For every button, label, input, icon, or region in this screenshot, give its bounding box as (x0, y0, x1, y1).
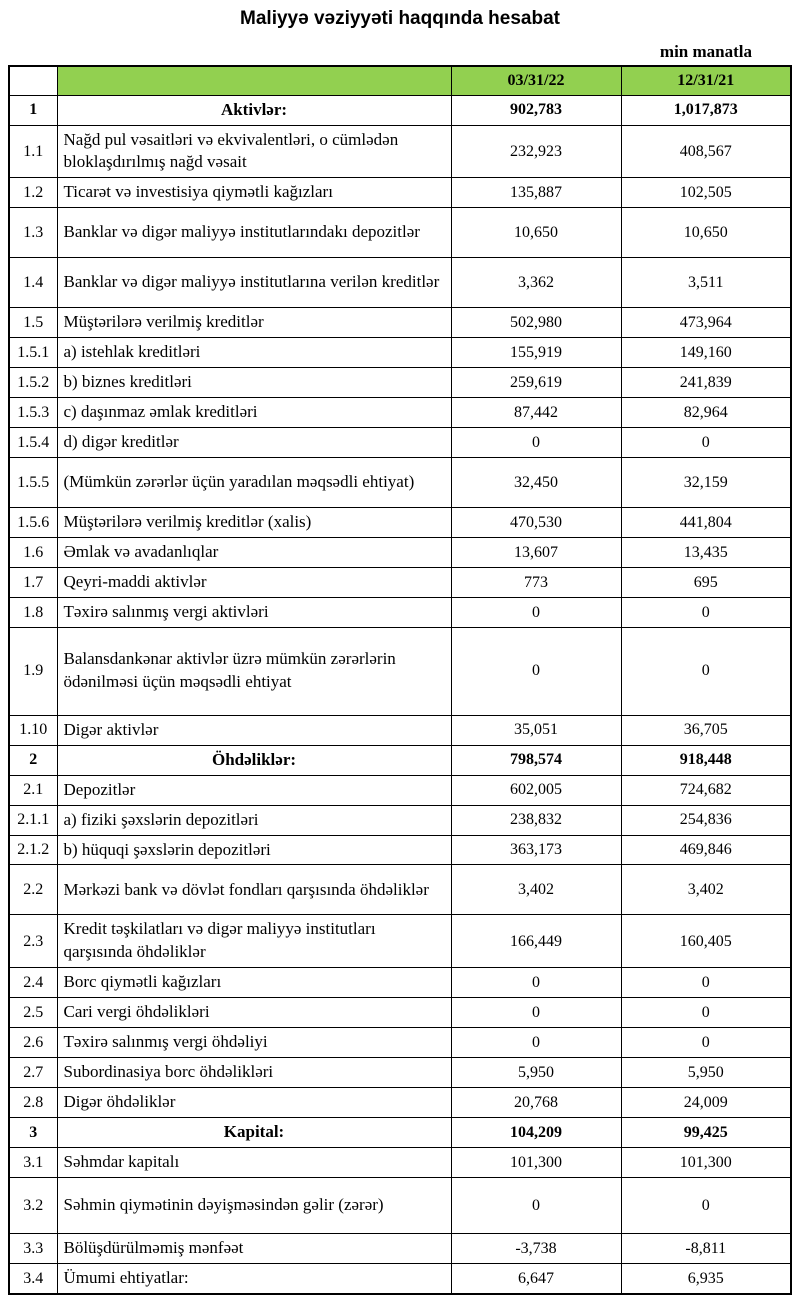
value-col2: 0 (621, 968, 791, 998)
row-number: 1.3 (9, 208, 57, 258)
value-col1: 0 (451, 968, 621, 998)
table-row (9, 537, 791, 567)
row-label: Subordinasiya borc öhdəlikləri (57, 1058, 451, 1088)
table-row (9, 835, 791, 865)
row-label: Ümumi ehtiyatlar: (57, 1263, 451, 1293)
table-row (9, 338, 791, 368)
row-number: 2.1 (9, 775, 57, 805)
table-row (9, 567, 791, 597)
row-label: Digər aktivlər (57, 715, 451, 745)
table-row (9, 258, 791, 308)
row-label: Təxirə salınmış vergi aktivləri (57, 597, 451, 627)
value-col2: 36,705 (621, 715, 791, 745)
row-number: 1.5.1 (9, 338, 57, 368)
row-number: 3.3 (9, 1233, 57, 1263)
row-number: 2.2 (9, 865, 57, 915)
row-label: b) biznes kreditləri (57, 368, 451, 398)
row-label: Mərkəzi bank və dövlət fondları qarşısında öhdəliklər (57, 865, 451, 915)
value-col1: 0 (451, 998, 621, 1028)
row-label: Öhdəliklər: (57, 745, 451, 775)
row-label: Təxirə salınmış vergi öhdəliyi (57, 1028, 451, 1058)
value-col2: 408,567 (621, 125, 791, 178)
value-col2: 102,505 (621, 178, 791, 208)
value-col1: 238,832 (451, 805, 621, 835)
row-number: 3.2 (9, 1177, 57, 1233)
row-number: 1.5.5 (9, 458, 57, 508)
row-label: Digər öhdəliklər (57, 1088, 451, 1118)
financial-position-table (8, 65, 792, 1295)
value-col1: 20,768 (451, 1088, 621, 1118)
value-col2: 32,159 (621, 458, 791, 508)
table-body (9, 95, 791, 1294)
value-col2: 254,836 (621, 805, 791, 835)
row-label: Banklar və digər maliyyə institutlarına verilən kreditlər (57, 258, 451, 308)
value-col1: 10,650 (451, 208, 621, 258)
header-number-cell (9, 66, 57, 95)
value-col2: 0 (621, 998, 791, 1028)
table-row (9, 208, 791, 258)
value-col2: 695 (621, 567, 791, 597)
row-label: (Mümkün zərərlər üçün yaradılan məqsədli ehtiyat) (57, 458, 451, 508)
value-col1: 32,450 (451, 458, 621, 508)
row-label: a) fiziki şəxslərin depozitləri (57, 805, 451, 835)
row-number: 1.5.3 (9, 398, 57, 428)
row-number: 1.5 (9, 308, 57, 338)
value-col2: 6,935 (621, 1263, 791, 1293)
value-col2: 149,160 (621, 338, 791, 368)
value-col2: 724,682 (621, 775, 791, 805)
row-number: 1.9 (9, 627, 57, 715)
row-label: Borc qiymətli kağızları (57, 968, 451, 998)
row-label: c) daşınmaz əmlak kreditləri (57, 398, 451, 428)
value-col1: 13,607 (451, 537, 621, 567)
value-col2: 5,950 (621, 1058, 791, 1088)
table-row (9, 1233, 791, 1263)
row-number: 1 (9, 95, 57, 125)
table-row (9, 915, 791, 968)
value-col1: 902,783 (451, 95, 621, 125)
table-row (9, 125, 791, 178)
row-label: Depozitlər (57, 775, 451, 805)
value-col2: 24,009 (621, 1088, 791, 1118)
value-col1: 470,530 (451, 508, 621, 538)
row-label: Müştərilərə verilmiş kreditlər (57, 308, 451, 338)
header-period-2: 12/31/21 (621, 66, 791, 95)
value-col1: 135,887 (451, 178, 621, 208)
row-number: 2.3 (9, 915, 57, 968)
value-col2: 3,402 (621, 865, 791, 915)
row-label: Banklar və digər maliyyə institutlarındakı depozitlər (57, 208, 451, 258)
row-label: Ticarət və investisiya qiymətli kağızları (57, 178, 451, 208)
value-col2: 918,448 (621, 745, 791, 775)
value-col2: 0 (621, 1028, 791, 1058)
table-row (9, 627, 791, 715)
page-title: Maliyyə vəziyyəti haqqında hesabat (240, 8, 560, 29)
value-col2: 0 (621, 597, 791, 627)
row-number: 1.5.6 (9, 508, 57, 538)
value-col2: 0 (621, 627, 791, 715)
value-col1: 3,402 (451, 865, 621, 915)
value-col2: 10,650 (621, 208, 791, 258)
row-number: 1.1 (9, 125, 57, 178)
row-number: 1.2 (9, 178, 57, 208)
row-label: a) istehlak kreditləri (57, 338, 451, 368)
row-number: 2.1.2 (9, 835, 57, 865)
row-label: Qeyri-maddi aktivlər (57, 567, 451, 597)
value-col2: -8,811 (621, 1233, 791, 1263)
table-row (9, 775, 791, 805)
value-col1: 602,005 (451, 775, 621, 805)
table-row (9, 308, 791, 338)
header-row (9, 66, 791, 95)
value-col1: 104,209 (451, 1118, 621, 1148)
table-row (9, 715, 791, 745)
table-row (9, 745, 791, 775)
row-label: Bölüşdürülməmiş mənfəət (57, 1233, 451, 1263)
row-number: 1.6 (9, 537, 57, 567)
row-number: 3 (9, 1118, 57, 1148)
row-label: Kredit təşkilatları və digər maliyyə institutları qarşısında öhdəliklər (57, 915, 451, 968)
value-col1: 0 (451, 1177, 621, 1233)
row-label: Kapital: (57, 1118, 451, 1148)
row-number: 2.4 (9, 968, 57, 998)
value-col1: 6,647 (451, 1263, 621, 1293)
value-col1: 259,619 (451, 368, 621, 398)
value-col2: 82,964 (621, 398, 791, 428)
table-header (9, 66, 791, 95)
value-col1: 773 (451, 567, 621, 597)
table-row (9, 458, 791, 508)
value-col1: 502,980 (451, 308, 621, 338)
table-row (9, 1263, 791, 1293)
table-row (9, 1028, 791, 1058)
value-col1: 166,449 (451, 915, 621, 968)
value-col2: 469,846 (621, 835, 791, 865)
value-col2: 0 (621, 428, 791, 458)
table-row (9, 1177, 791, 1233)
header-period-1: 03/31/22 (451, 66, 621, 95)
value-col2: 441,804 (621, 508, 791, 538)
table-row (9, 368, 791, 398)
value-col2: 3,511 (621, 258, 791, 308)
row-number: 3.1 (9, 1147, 57, 1177)
row-label: Aktivlər: (57, 95, 451, 125)
value-col2: 13,435 (621, 537, 791, 567)
value-col1: 155,919 (451, 338, 621, 368)
value-col1: -3,738 (451, 1233, 621, 1263)
value-col2: 160,405 (621, 915, 791, 968)
unit-note: min manatla (659, 42, 752, 61)
row-number: 2.8 (9, 1088, 57, 1118)
row-number: 2.6 (9, 1028, 57, 1058)
value-col2: 101,300 (621, 1147, 791, 1177)
value-col2: 99,425 (621, 1118, 791, 1148)
value-col2: 0 (621, 1177, 791, 1233)
row-label: Əmlak və avadanlıqlar (57, 537, 451, 567)
value-col1: 0 (451, 597, 621, 627)
value-col2: 473,964 (621, 308, 791, 338)
table-row (9, 428, 791, 458)
value-col1: 101,300 (451, 1147, 621, 1177)
table-row (9, 95, 791, 125)
row-number: 3.4 (9, 1263, 57, 1293)
row-label: d) digər kreditlər (57, 428, 451, 458)
value-col2: 1,017,873 (621, 95, 791, 125)
table-row (9, 1088, 791, 1118)
value-col2: 241,839 (621, 368, 791, 398)
table-row (9, 968, 791, 998)
table-row (9, 1147, 791, 1177)
table-row (9, 508, 791, 538)
row-number: 2.7 (9, 1058, 57, 1088)
row-number: 2 (9, 745, 57, 775)
row-number: 2.5 (9, 998, 57, 1028)
table-row (9, 178, 791, 208)
row-number: 1.4 (9, 258, 57, 308)
value-col1: 798,574 (451, 745, 621, 775)
table-row (9, 998, 791, 1028)
row-label: Balansdankənar aktivlər üzrə mümkün zərərlərin ödənilməsi üçün məqsədli ehtiyat (57, 627, 451, 715)
table-row (9, 805, 791, 835)
table-row (9, 865, 791, 915)
table-row (9, 597, 791, 627)
value-col1: 3,362 (451, 258, 621, 308)
row-label: Səhmin qiymətinin dəyişməsindən gəlir (zərər) (57, 1177, 451, 1233)
row-label: Cari vergi öhdəlikləri (57, 998, 451, 1028)
row-number: 2.1.1 (9, 805, 57, 835)
table-row (9, 1118, 791, 1148)
row-number: 1.5.4 (9, 428, 57, 458)
table-row (9, 398, 791, 428)
row-label: Nağd pul vəsaitləri və ekvivalentləri, o cümlədən bloklaşdırılmış nağd vəsait (57, 125, 451, 178)
row-number: 1.8 (9, 597, 57, 627)
value-col1: 87,442 (451, 398, 621, 428)
table-row (9, 1058, 791, 1088)
row-label: b) hüquqi şəxslərin depozitləri (57, 835, 451, 865)
row-number: 1.10 (9, 715, 57, 745)
value-col1: 0 (451, 428, 621, 458)
header-label-cell (57, 66, 451, 95)
row-label: Səhmdar kapitalı (57, 1147, 451, 1177)
row-number: 1.5.2 (9, 368, 57, 398)
row-label: Müştərilərə verilmiş kreditlər (xalis) (57, 508, 451, 538)
value-col1: 0 (451, 627, 621, 715)
value-col1: 35,051 (451, 715, 621, 745)
value-col1: 363,173 (451, 835, 621, 865)
value-col1: 232,923 (451, 125, 621, 178)
row-number: 1.7 (9, 567, 57, 597)
value-col1: 0 (451, 1028, 621, 1058)
value-col1: 5,950 (451, 1058, 621, 1088)
